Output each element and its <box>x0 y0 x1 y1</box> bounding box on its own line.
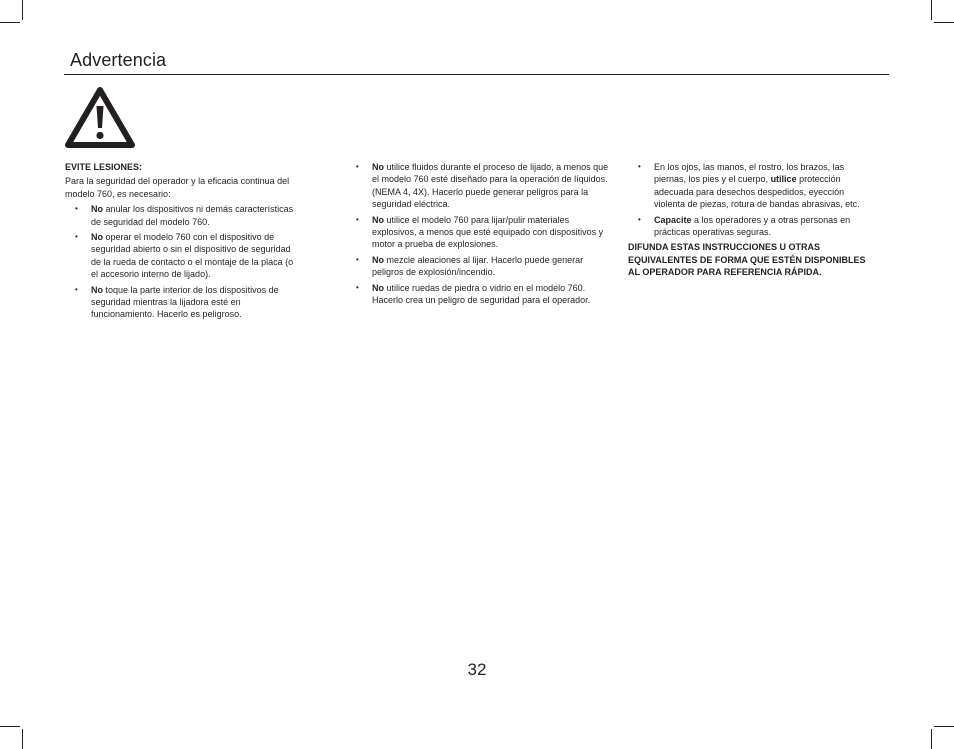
closing-notice: DIFUNDA ESTAS INSTRUCCIONES U OTRAS EQUIVALENTES DE FORMA QUE ESTÉN DISPONIBLES AL OPERADOR PARA REFERENCIA RÁPIDA. <box>628 242 866 278</box>
bullet-list <box>346 161 614 306</box>
crop-mark <box>22 0 23 20</box>
page-number: 32 <box>467 660 487 679</box>
crop-mark <box>931 0 932 20</box>
title-divider <box>64 74 889 75</box>
bullet-list <box>65 203 299 321</box>
warning-triangle-icon <box>64 86 136 150</box>
list-item: • No utilice fluidos durante el proceso de lijado, a menos que el modelo 760 esté diseñado para la operación de líquidos. (NEMA 4, 4X). Hacerlo puede generar peligros para la seguridad eléctrica. <box>346 161 614 211</box>
column-right <box>628 161 876 279</box>
crop-mark <box>934 22 954 23</box>
page-title: Advertencia <box>70 50 167 70</box>
list-item: • No utilice ruedas de piedra o vidrio en el modelo 760. Hacerlo crea un peligro de seguridad para el operador. <box>346 282 614 307</box>
crop-mark <box>934 726 954 727</box>
list-item: • No utilice el modelo 760 para lijar/pulir materiales explosivos, a menos que esté equipado con dispositivos y motor a prueba de explosiones. <box>346 214 614 251</box>
intro-text: Para la seguridad del operador y la eficacia continua del modelo 760, es necesario: <box>65 176 290 199</box>
list-item: • En los ojos, las manos, el rostro, los brazos, las piernas, los pies y el cuerpo, utilice protección adecuada para desechos despedidos, eyección violenta de piezas, rotura de bandas abrasivas, etc. <box>628 161 876 211</box>
column-left <box>65 161 299 324</box>
section-heading: EVITE LESIONES: <box>65 162 143 172</box>
list-item: • No operar el modelo 760 con el dispositivo de seguridad abierto o sin el dispositivo de seguridad de la rueda de contacto o el montaje de la placa (o el accesorio interno de lijado). <box>65 231 299 281</box>
list-item: • No mezcle aleaciones al lijar. Hacerlo puede generar peligros de explosión/incendio. <box>346 254 614 279</box>
crop-mark <box>0 726 20 727</box>
crop-mark <box>931 729 932 749</box>
crop-mark <box>0 22 20 23</box>
list-item: • No toque la parte interior de los dispositivos de seguridad mientras la lijadora esté en funcionamiento. Hacerlo es peligroso. <box>65 284 299 321</box>
list-item: • No anular los dispositivos ni demás características de seguridad del modelo 760. <box>65 203 299 228</box>
column-middle <box>346 161 614 309</box>
bullet-list <box>628 161 876 238</box>
crop-mark <box>22 729 23 749</box>
list-item: • Capacite a los operadores y a otras personas en prácticas operativas seguras. <box>628 214 876 239</box>
